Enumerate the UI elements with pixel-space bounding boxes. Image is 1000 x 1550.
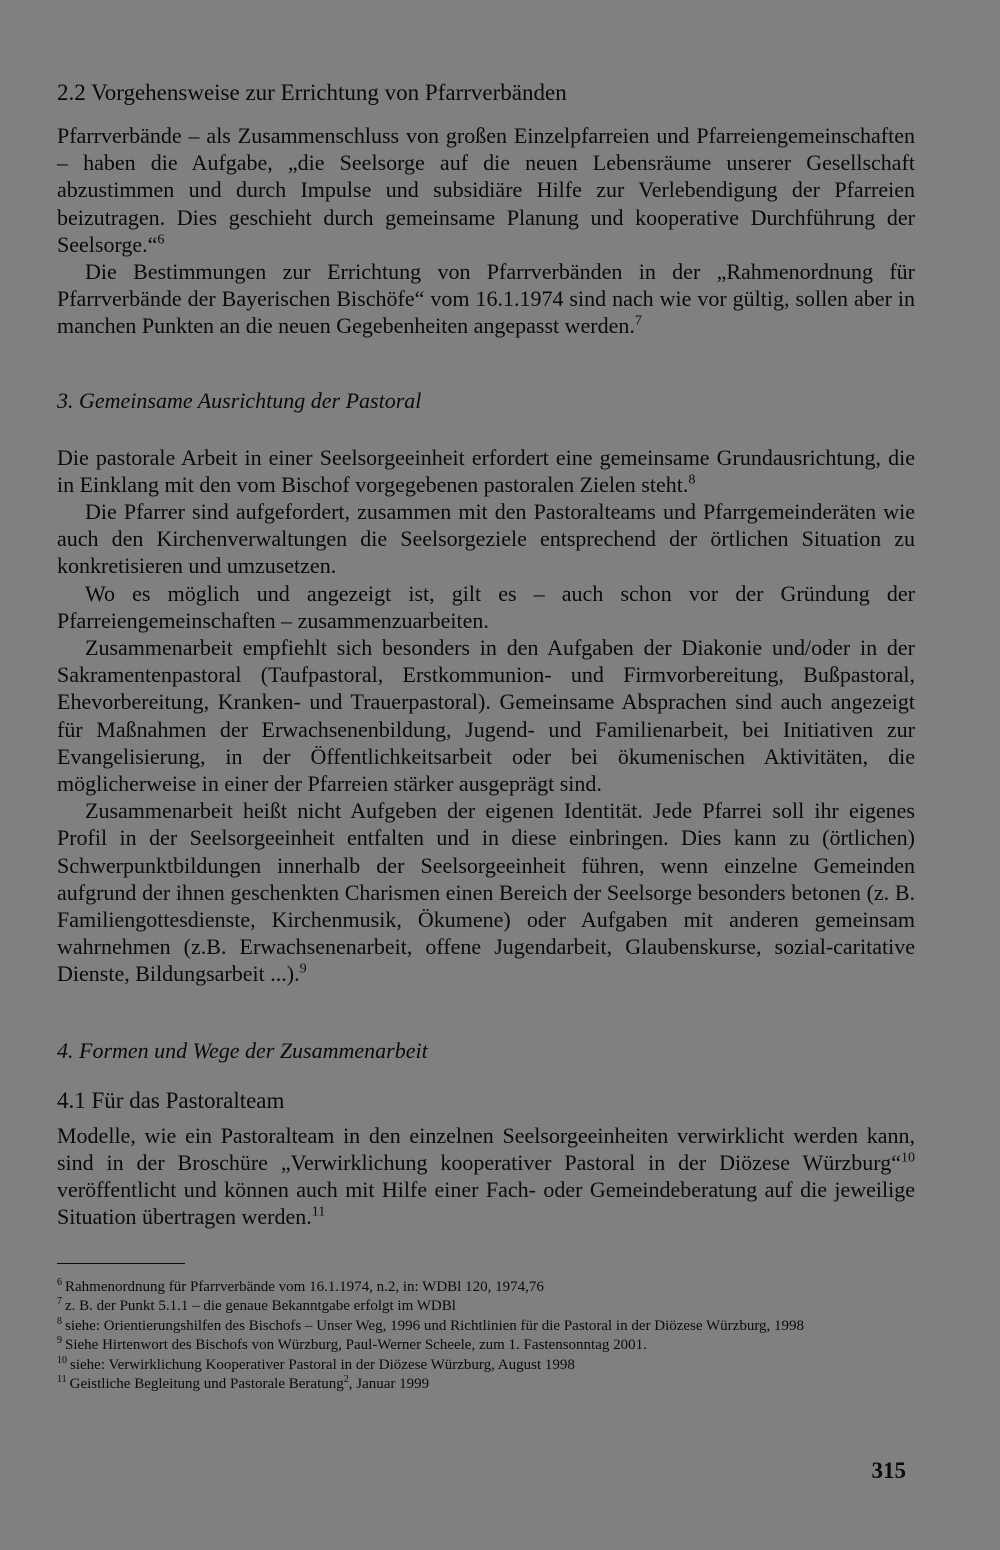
page-number: 315 (871, 1458, 906, 1483)
footnote-ref-11: 11 (311, 1204, 326, 1220)
footnote-11: $^{11}$ Geistliche Begleitung und Pastorale Beratung$^2$, Januar 1999 (57, 1374, 430, 1392)
footnote-8: $^8$ siehe: Orientierungshilfen des Bischofs – Unser Weg, 1996 und Richtlinien für die Pastoral in der Diözese Würzburg, 1998 (57, 1315, 805, 1334)
section-4-1-heading: 4.1 Für das Pastoralteam (57, 1087, 285, 1113)
footnote-6: $^6$ Rahmenordnung für Pfarrverbände vom 16.1.1974, n.2, in: WDBl 120, 1974,76 (57, 1276, 544, 1295)
section-2-2-heading: 2.2 Vorgehensweise zur Errichtung von Pfarrverbänden (57, 80, 567, 105)
footnote-ref-9: 9 (299, 962, 307, 978)
footnote-9: $^9$ Siehe Hirtenwort des Bischofs von Würzburg, Paul-Werner Scheele, zum 1. Fastensonntag 2001. (57, 1335, 647, 1353)
footnote-ref-6: 6 (157, 232, 165, 248)
section-3-paragraph-2: Die Pfarrer sind aufgefordert, zusammen mit den Pastoralteams und Pfarrgemeinderäten wie auch den Kirchenverwaltungen die Seelsorgeziele entsprechend der örtlichen Situation zu konkretisieren und umzusetzen. (57, 499, 915, 579)
section-3-paragraph-1: Die pastorale Arbeit in einer Seelsorgeeinheit erfordert eine gemeinsame Grundausrichtung, die in Einklang mit den vom Bischof vorgegebenen pastoralen Zielen steht.$^8$ (57, 444, 915, 497)
section-3-paragraph-4: Zusammenarbeit empfiehlt sich besonders in den Aufgaben der Diakonie und/oder in der Sakramentenpastoral (Taufpastoral, Erstkommunion- und Firmvorbereitung, Bußpastoral, Ehevorbereitung, Kranken- und Trauerpastoral). Gemeinsame Absprachen sind auch angezeigt für Maßnahmen der Erwachsenenbildung, Jugend- und Familienarbeit, bei Initiativen zur Evangelisierung, in der Öffentlichkeitsarbeit oder bei ökumenischen Aktivitäten, die möglicherweise in einer der Pfarreien stärker ausgeprägt sind. (57, 635, 915, 797)
footnote-ref-7: 7 (634, 314, 642, 330)
section-4-1-paragraph-1: Modelle, wie ein Pastoralteam in den einzelnen Seelsorgeeinheiten verwirklicht werden kann, sind in der Broschüre „Verwirklichung kooperativer Pastoral in der Diözese Würzburg“$^{10}$ veröffentlicht und können auch mit Hilfe einer Fach- oder Gemeindeberatung auf die jeweilige Situation übertragen werden.$^{11}$ (57, 1122, 915, 1230)
footnote-ref-10: 10 (901, 1150, 915, 1166)
section-3-heading: 3. Gemeinsame Ausrichtung der Pastoral (57, 387, 422, 413)
footnote-divider (57, 1263, 185, 1264)
section-4-heading: 4. Formen und Wege der Zusammenarbeit (57, 1037, 428, 1063)
section-3-paragraph-3: Wo es möglich und angezeigt ist, gilt es – auch schon vor der Gründung der Pfarreiengemeinschaften – zusammenzuarbeiten. (57, 580, 915, 633)
page-body (57, 78, 915, 1395)
section-2-2-paragraph-1: Pfarrverbände – als Zusammenschluss von großen Einzelpfarreien und Pfarreiengemeinschaften – haben die Aufgabe, „die Seelsorge auf die neuen Lebensräume unserer Gesellschaft abzustimmen und durch Impulse und subsidiäre Hilfe zur Verlebendigung der Pfarreien beizutragen. Dies geschieht durch gemeinsame Planung und kooperative Durchführung der Seelsorge.“$^6$ (57, 123, 915, 257)
section-2-2-paragraph-2: Die Bestimmungen zur Errichtung von Pfarrverbänden in der „Rahmenordnung für Pfarrverbände der Bayerischen Bischöfe“ vom 16.1.1974 sind nach wie vor gültig, sollen aber in manchen Punkten an die neuen Gegebenheiten angepasst werden.$^7$ (57, 259, 915, 339)
footnote-10: $^{10}$ siehe: Verwirklichung Kooperativer Pastoral in der Diözese Würzburg, August 1998 (57, 1354, 575, 1373)
footnote-7: $^7$ z. B. der Punkt 5.1.1 – die genaue Bekanntgabe erfolgt im WDBl (57, 1296, 456, 1314)
footnotes (57, 1278, 915, 1395)
footnote-ref-8: 8 (688, 472, 696, 488)
section-3-paragraph-5: Zusammenarbeit heißt nicht Aufgeben der eigenen Identität. Jede Pfarrei soll ihr eigenes Profil in der Seelsorgeeinheit entfalten und in diese einbringen. Dies kann zu (örtlichen) Schwerpunktbildungen innerhalb der Seelsorgeeinheit führen, wenn einzelne Gemeinden aufgrund der ihnen geschenkten Charismen einen Bereich der Seelsorge besonders betonen (z. B. Familiengottesdienste, Kirchenmusik, Ökumene) oder Aufgaben mit anderen gemeinsam wahrnehmen (z.B. Erwachsenenarbeit, offene Jugendarbeit, Glaubenskurse, sozial-caritative Dienste, Bildungsarbeit ...).$^9$ (57, 798, 915, 987)
